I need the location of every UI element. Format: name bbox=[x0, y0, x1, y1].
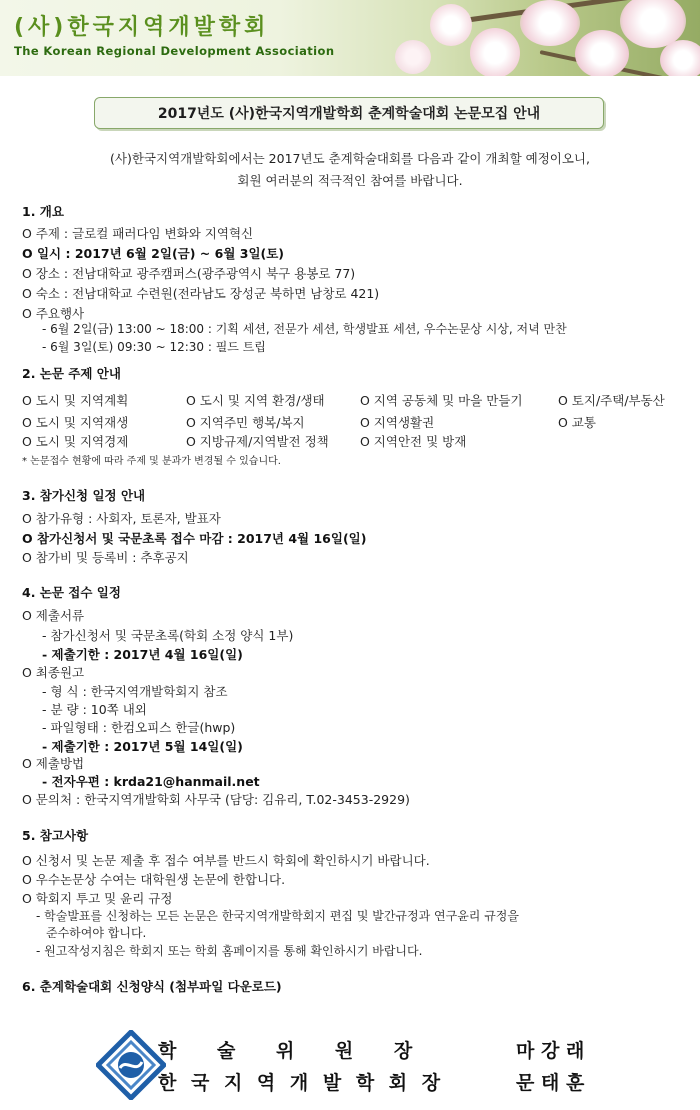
section-heading-forms: 6. 춘계학술대회 신청양식 (첨부파일 다운로드) bbox=[22, 979, 282, 994]
overview-event-day2: - 6월 3일(토) 09:30 ~ 12:30 : 필드 트립 bbox=[42, 340, 266, 354]
blossom-decoration bbox=[660, 40, 700, 76]
topics-note: * 논문접수 현황에 따라 주제 및 분과가 변경될 수 있습니다. bbox=[22, 456, 281, 467]
blossom-decoration bbox=[575, 30, 629, 76]
org-logo-english: The Korean Regional Development Association bbox=[14, 44, 335, 58]
topic-item: O 지역안전 및 방재 bbox=[360, 434, 467, 449]
registration-deadline: O 참가신청서 및 국문초록 접수 마감 : 2017년 4월 16일(일) bbox=[22, 531, 367, 546]
section-heading-overview: 1. 개요 bbox=[22, 204, 64, 219]
submission-deadline-2: - 제출기한 : 2017년 5월 14일(일) bbox=[42, 739, 243, 754]
signature-name-1: 마 강 래 bbox=[516, 1040, 585, 1062]
overview-events: O 주요행사 bbox=[22, 306, 85, 321]
section-heading-registration: 3. 참가신청 일정 안내 bbox=[22, 488, 146, 503]
topic-item: O 도시 및 지역재생 bbox=[22, 415, 129, 430]
overview-venue: O 장소 : 전남대학교 광주캠퍼스(광주광역시 북구 용봉로 77) bbox=[22, 266, 356, 281]
blossom-decoration bbox=[430, 4, 472, 46]
final-manuscript: O 최종원고 bbox=[22, 665, 85, 680]
notes-subitem: 준수하여야 합니다. bbox=[46, 926, 147, 940]
notes-item: O 우수논문상 수여는 대학원생 논문에 한합니다. bbox=[22, 872, 286, 887]
notes-subitem: - 학술발표를 신청하는 모든 논문은 한국지역개발학회지 편집 및 발간규정과 연구윤리 규정을 bbox=[36, 909, 519, 923]
submission-method: O 제출방법 bbox=[22, 756, 85, 771]
blossom-decoration bbox=[470, 28, 520, 76]
submission-deadline-1: - 제출기한 : 2017년 4월 16일(일) bbox=[42, 647, 243, 662]
topic-item: O 지방규제/지역발전 정책 bbox=[186, 434, 329, 449]
topic-item: O 도시 및 지역경제 bbox=[22, 434, 129, 449]
intro-line: 회원 여러분의 적극적인 참여를 바랍니다. bbox=[237, 173, 463, 188]
overview-date: O 일시 : 2017년 6월 2일(금) ~ 6월 3일(토) bbox=[22, 246, 285, 261]
topic-item: O 지역생활권 bbox=[360, 415, 435, 430]
signature-title-2: 한 국 지 역 개 발 학 회 장 bbox=[158, 1072, 441, 1094]
overview-event-day1: - 6월 2일(금) 13:00 ~ 18:00 : 기획 세션, 전문가 세션, 학생발표 세션, 우수논문상 시상, 저녁 만찬 bbox=[42, 322, 567, 336]
notes-item: O 학회지 투고 및 윤리 규정 bbox=[22, 891, 173, 906]
association-seal-icon bbox=[96, 1030, 166, 1100]
topic-item: O 도시 및 지역 환경/생태 bbox=[186, 393, 325, 408]
overview-topic: O 주제 : 글로컬 패러다임 변화와 지역혁신 bbox=[22, 226, 254, 241]
registration-fee: O 참가비 및 등록비 : 추후공지 bbox=[22, 550, 189, 565]
topic-item: O 도시 및 지역계획 bbox=[22, 393, 129, 408]
topic-item: O 교통 bbox=[558, 415, 596, 430]
section-heading-submission: 4. 논문 접수 일정 bbox=[22, 585, 121, 600]
blossom-decoration bbox=[520, 0, 580, 46]
contact-info: O 문의처 : 한국지역개발학회 사무국 (담당: 김유리, T.02-3453-2929) bbox=[22, 792, 410, 807]
submission-item: - 파일형태 : 한컴오피스 한글(hwp) bbox=[42, 720, 236, 735]
registration-type: O 참가유형 : 사회자, 토론자, 발표자 bbox=[22, 511, 221, 526]
notes-item: O 신청서 및 논문 제출 후 접수 여부를 반드시 학회에 확인하시기 바랍니다. bbox=[22, 853, 430, 868]
submission-item: - 형 식 : 한국지역개발학회지 참조 bbox=[42, 684, 228, 699]
signature-name-2: 문 태 훈 bbox=[516, 1072, 585, 1094]
blossom-decoration bbox=[395, 40, 431, 74]
submission-item: - 분 량 : 10쪽 내외 bbox=[42, 702, 147, 717]
intro-line: (사)한국지역개발학회에서는 2017년도 춘계학술대회를 다음과 같이 개최할 예정이오니, bbox=[110, 151, 590, 166]
header-banner bbox=[0, 0, 700, 76]
topic-item: O 토지/주택/부동산 bbox=[558, 393, 665, 408]
submission-documents: O 제출서류 bbox=[22, 608, 85, 623]
topic-item: O 지역주민 행복/복지 bbox=[186, 415, 305, 430]
section-heading-notes: 5. 참고사항 bbox=[22, 828, 89, 843]
org-logo-korean: (사)한국지역개발학회 bbox=[14, 15, 270, 40]
submission-email: - 전자우편 : krda21@hanmail.net bbox=[42, 774, 260, 789]
page-title: 2017년도 (사)한국지역개발학회 춘계학술대회 논문모집 안내 bbox=[94, 97, 604, 129]
overview-lodging: O 숙소 : 전남대학교 수련원(전라남도 장성군 북하면 남창로 421) bbox=[22, 286, 380, 301]
topic-item: O 지역 공동체 및 마을 만들기 bbox=[360, 393, 523, 408]
notes-subitem: - 원고작성지침은 학회지 또는 학회 홈페이지를 통해 확인하시기 바랍니다. bbox=[36, 944, 423, 958]
submission-item: - 참가신청서 및 국문초록(학회 소정 양식 1부) bbox=[42, 628, 294, 643]
signature-title-1: 학 술 위 원 장 bbox=[158, 1040, 413, 1062]
section-heading-topics: 2. 논문 주제 안내 bbox=[22, 366, 121, 381]
